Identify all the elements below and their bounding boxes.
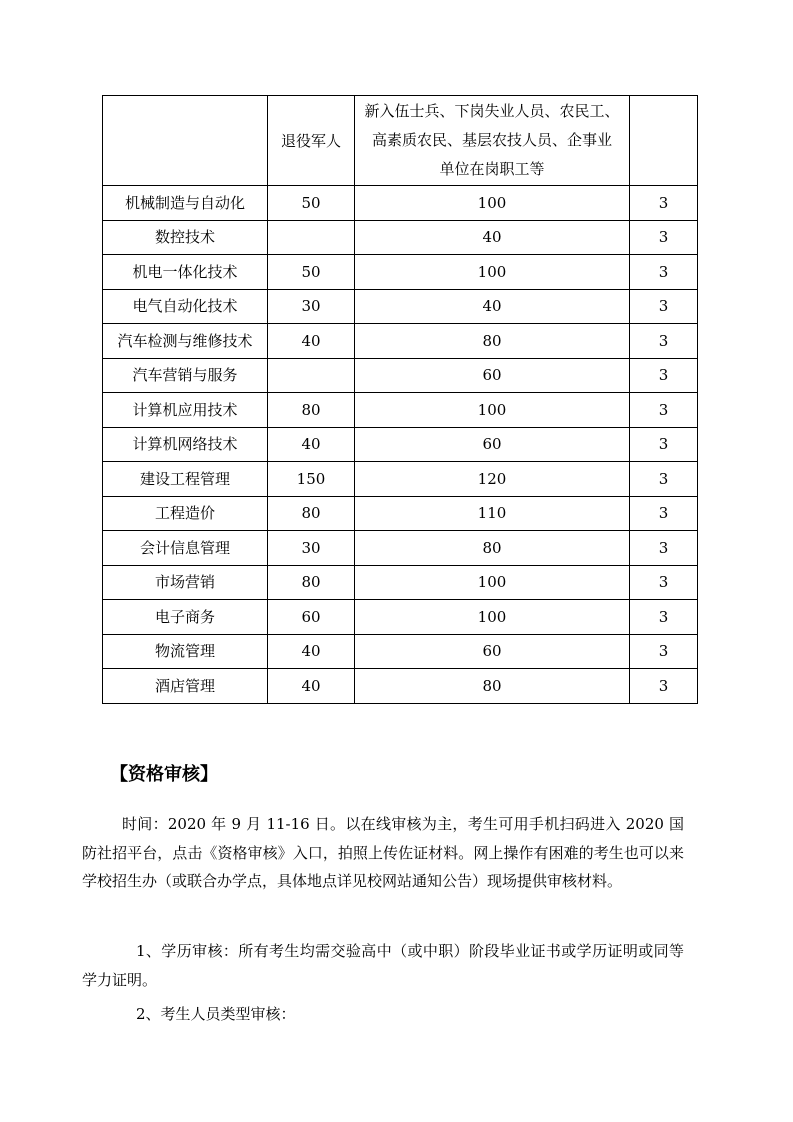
table-row <box>103 427 698 462</box>
cell-major: 机械制造与自动化 <box>103 186 268 221</box>
cell-others: 100 <box>355 393 630 428</box>
cell-veterans: 40 <box>268 324 355 359</box>
cell-others: 80 <box>355 669 630 704</box>
paragraph-time: 时间：2020 年 9 月 11-16 日。以在线审核为主，考生可用手机扫码进入 2020 国防社招平台，点击《资格审核》入口，拍照上传佐证材料。网上操作有困难的考生也可以来学校招生办（或联合办学点，具体地点详见校网站通知公告）现场提供审核材料。 <box>82 815 684 890</box>
cell-years: 3 <box>630 324 698 359</box>
table-row <box>103 220 698 255</box>
paragraph-type-check: 2、考生人员类型审核： <box>136 1005 296 1023</box>
cell-years: 3 <box>630 496 698 531</box>
table-row <box>103 669 698 704</box>
table-row <box>103 462 698 497</box>
header-years <box>630 96 698 186</box>
cell-major: 机电一体化技术 <box>103 255 268 290</box>
header-others-line-1: 新入伍士兵、下岗失业人员、农民工、 <box>364 102 620 120</box>
cell-years: 3 <box>630 358 698 393</box>
cell-others: 60 <box>355 427 630 462</box>
cell-years: 3 <box>630 220 698 255</box>
cell-major: 汽车检测与维修技术 <box>103 324 268 359</box>
cell-others: 120 <box>355 462 630 497</box>
cell-veterans: 80 <box>268 496 355 531</box>
cell-major: 汽车营销与服务 <box>103 358 268 393</box>
table-row <box>103 565 698 600</box>
cell-others: 100 <box>355 565 630 600</box>
header-major <box>103 96 268 186</box>
cell-others: 110 <box>355 496 630 531</box>
cell-veterans: 30 <box>268 289 355 324</box>
cell-major: 物流管理 <box>103 634 268 669</box>
cell-veterans: 40 <box>268 669 355 704</box>
header-veterans: 退役军人 <box>268 96 355 186</box>
cell-years: 3 <box>630 289 698 324</box>
cell-years: 3 <box>630 634 698 669</box>
cell-major: 计算机应用技术 <box>103 393 268 428</box>
section-title: 【资格审核】 <box>110 764 218 785</box>
cell-others: 100 <box>355 600 630 635</box>
cell-years: 3 <box>630 186 698 221</box>
cell-others: 60 <box>355 358 630 393</box>
cell-others: 80 <box>355 324 630 359</box>
cell-years: 3 <box>630 427 698 462</box>
table-row <box>103 289 698 324</box>
cell-years: 3 <box>630 255 698 290</box>
cell-others: 100 <box>355 255 630 290</box>
header-others <box>355 96 630 186</box>
cell-years: 3 <box>630 669 698 704</box>
cell-years: 3 <box>630 565 698 600</box>
cell-veterans: 80 <box>268 393 355 428</box>
cell-years: 3 <box>630 600 698 635</box>
cell-veterans: 150 <box>268 462 355 497</box>
cell-veterans <box>268 358 355 393</box>
cell-veterans: 80 <box>268 565 355 600</box>
table-row <box>103 634 698 669</box>
table-row <box>103 600 698 635</box>
cell-major: 酒店管理 <box>103 669 268 704</box>
cell-veterans: 40 <box>268 634 355 669</box>
cell-others: 80 <box>355 531 630 566</box>
table-row <box>103 531 698 566</box>
cell-veterans <box>268 220 355 255</box>
cell-major: 工程造价 <box>103 496 268 531</box>
table-row <box>103 496 698 531</box>
cell-major: 计算机网络技术 <box>103 427 268 462</box>
cell-years: 3 <box>630 462 698 497</box>
cell-major: 会计信息管理 <box>103 531 268 566</box>
cell-veterans: 40 <box>268 427 355 462</box>
cell-others: 60 <box>355 634 630 669</box>
table-row <box>103 393 698 428</box>
cell-major: 电子商务 <box>103 600 268 635</box>
enrollment-table <box>102 95 698 704</box>
header-others-line-3: 单位在岗职工等 <box>439 160 545 178</box>
cell-major: 数控技术 <box>103 220 268 255</box>
cell-veterans: 50 <box>268 255 355 290</box>
cell-veterans: 30 <box>268 531 355 566</box>
header-others-line-2: 高素质农民、基层农技人员、企事业 <box>371 131 612 149</box>
table-row <box>103 186 698 221</box>
table-header-row <box>103 96 698 186</box>
cell-major: 市场营销 <box>103 565 268 600</box>
table-row <box>103 324 698 359</box>
table-row <box>103 358 698 393</box>
cell-veterans: 60 <box>268 600 355 635</box>
paragraph-education-check: 1、学历审核：所有考生均需交验高中（或中职）阶段毕业证书或学历证明或同等学力证明。 <box>82 942 684 989</box>
table-row <box>103 255 698 290</box>
cell-veterans: 50 <box>268 186 355 221</box>
cell-major: 建设工程管理 <box>103 462 268 497</box>
cell-major: 电气自动化技术 <box>103 289 268 324</box>
cell-others: 40 <box>355 289 630 324</box>
cell-others: 100 <box>355 186 630 221</box>
cell-others: 40 <box>355 220 630 255</box>
cell-years: 3 <box>630 393 698 428</box>
cell-years: 3 <box>630 531 698 566</box>
